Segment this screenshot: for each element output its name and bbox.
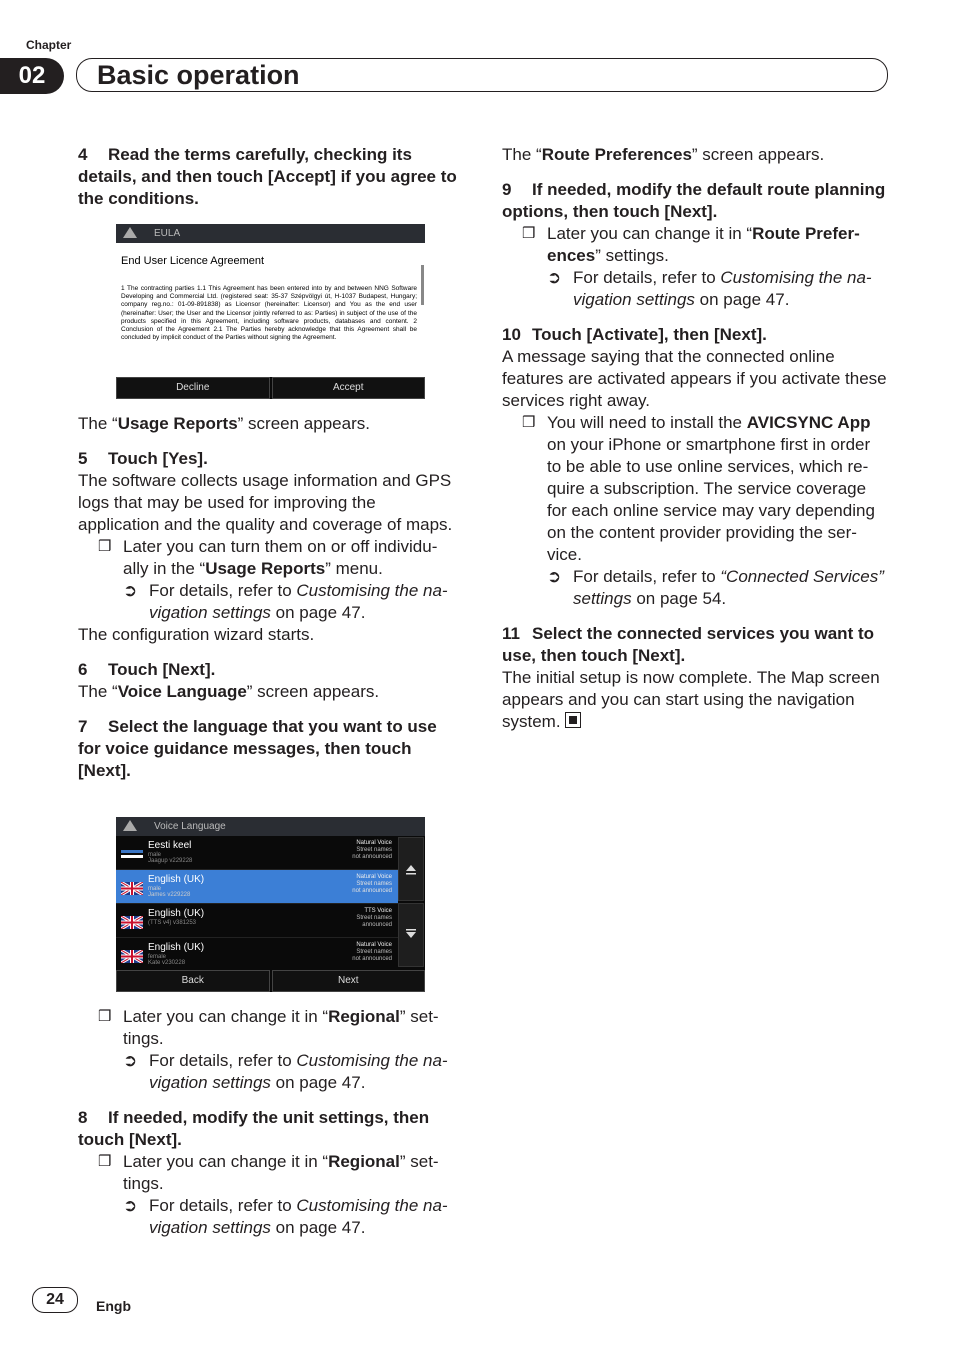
voice-name: Eesti keel xyxy=(148,840,192,851)
bold-text: Regional xyxy=(328,1152,400,1171)
chapter-number: 02 xyxy=(0,58,64,94)
voice-type xyxy=(352,840,392,861)
voice-language-line xyxy=(78,681,463,703)
step-text: Read the terms carefully, checking its details, and then touch [Accept] if you agree to the conditions. xyxy=(78,145,457,208)
bold-text: AVICSYNC App xyxy=(746,413,871,432)
step-text: Touch [Activate], then [Next]. xyxy=(532,325,767,344)
right-column xyxy=(502,144,887,733)
title-bar xyxy=(116,817,425,836)
text: ” set- tings. xyxy=(123,1152,439,1193)
voice-details xyxy=(148,920,196,926)
arrow-down-icon xyxy=(404,904,418,966)
left-column xyxy=(78,144,463,210)
street-names-label: Street names xyxy=(356,881,392,887)
step-8 xyxy=(78,1107,463,1151)
text: Later you can change it in “ xyxy=(123,1007,329,1026)
voice-gender: female xyxy=(148,954,167,960)
end-mark-icon xyxy=(565,712,581,728)
step-number: 4 xyxy=(78,145,88,164)
step-8-reference xyxy=(78,1195,463,1239)
voice-language-screenshot xyxy=(116,817,425,992)
voice-type xyxy=(352,942,392,963)
voice-name: English (UK) xyxy=(148,942,205,953)
step-5-reference xyxy=(78,580,463,624)
route-preferences-line xyxy=(502,144,887,166)
voice-list-item-selected[interactable] xyxy=(116,870,398,904)
checkbox-bullet-icon: ❒ xyxy=(98,1153,112,1170)
text: The “ xyxy=(78,414,118,433)
checkbox-bullet-icon: ❒ xyxy=(522,225,536,242)
bold-text: Route Prefer- ences xyxy=(547,224,860,265)
voice-type xyxy=(356,908,392,929)
arrow-up-icon xyxy=(404,838,418,900)
page-number: 24 xyxy=(32,1287,78,1313)
step-7-note xyxy=(78,1006,463,1050)
announce-status: announced xyxy=(362,922,392,928)
announce-status: not announced xyxy=(352,956,392,962)
step-number: 7 xyxy=(78,717,88,736)
eula-text: 1 The contracting parties 1.1 This Agreement has been entered into by and between NNG Software Developing and Commercial Ltd. (registered seat: 35-37 Szépvölgyi út, H-1037 Budapest, Hungary; company reg.no.: 01-09-891838) as Licensor (hereinafter: Licensor) and You as the end user (hereinafter: User; the User and the Licensor jointly referred to as: Parties) in subject of the use of the products specified in this Agreement, including software products, databases and content. 2 Conclusion of the Agreement 2.1 The Parties hereby acknowledge that this Agreement shall be concluded by implicit conduct of the Parties without signing the Agreement. xyxy=(121,285,417,342)
checkbox-bullet-icon: ❒ xyxy=(98,538,112,555)
scroll-up-button[interactable] xyxy=(398,837,424,901)
step-5-note xyxy=(78,536,463,580)
step-number: 11 xyxy=(502,624,520,643)
step-number: 5 xyxy=(78,449,88,468)
step-5 xyxy=(78,448,463,470)
step-9 xyxy=(502,179,887,223)
text: on page 47. xyxy=(270,1073,366,1092)
title-bar xyxy=(116,224,425,243)
step-6 xyxy=(78,659,463,681)
step-text: Select the connected services you want to use, then touch [Next]. xyxy=(502,624,875,665)
text: on page 54. xyxy=(631,589,727,608)
arrow-reference-icon: ➲ xyxy=(547,567,562,586)
voice-details xyxy=(148,954,185,966)
street-names-label: Street names xyxy=(356,847,392,853)
button-row xyxy=(116,377,425,399)
reference-link: Customising the na- vigation settings xyxy=(573,268,872,309)
text: For details, refer to xyxy=(149,1196,297,1215)
accept-button[interactable]: Accept xyxy=(272,377,426,399)
screen-title: EULA xyxy=(154,228,181,239)
voice-list-item[interactable] xyxy=(116,836,398,870)
chapter-title: Basic operation xyxy=(97,60,300,90)
text: Later you can change it in “ xyxy=(547,224,753,243)
step-4 xyxy=(78,144,463,210)
screen-title: Voice Language xyxy=(154,821,226,832)
text: Later you can turn them on or off individu- ally in the “ xyxy=(123,537,438,578)
voice-name: English (UK) xyxy=(148,908,205,919)
next-button[interactable]: Next xyxy=(272,970,426,992)
button-row xyxy=(116,970,425,992)
voice-version: Kate v230228 xyxy=(148,960,186,966)
voice-type xyxy=(352,874,392,895)
back-button[interactable]: Back xyxy=(116,970,270,992)
eula-content xyxy=(116,243,425,378)
text: For details, refer to xyxy=(573,567,721,586)
step-5-body: The software collects usage information and GPS logs that may be used for improving the application and the quality and coverage of maps. xyxy=(78,471,453,534)
step-10-body: A message saying that the connected online features are activated appears if you activate these services right away. xyxy=(502,347,887,410)
step-10-note xyxy=(502,412,887,566)
voice-gender: male xyxy=(148,852,162,858)
eula-screenshot xyxy=(116,224,425,399)
arrow-reference-icon: ➲ xyxy=(547,268,562,287)
text: Later you can change it in “ xyxy=(123,1152,329,1171)
bold-text: Usage Reports xyxy=(117,414,238,433)
text: The initial setup is now complete. The Map screen appears and you can start using the navigation system. xyxy=(502,668,880,731)
left-column-cont xyxy=(78,413,463,782)
step-text: If needed, modify the default route planning options, then touch [Next]. xyxy=(502,180,886,221)
voice-version: Jaagup v229228 xyxy=(148,858,193,864)
voice-gender: male xyxy=(148,886,162,892)
text: The “ xyxy=(78,682,118,701)
text: ” menu. xyxy=(325,559,383,578)
checkbox-bullet-icon: ❒ xyxy=(522,414,536,431)
step-text: Touch [Yes]. xyxy=(108,449,208,468)
step-number: 9 xyxy=(502,180,512,199)
uk-flag-icon xyxy=(121,916,143,929)
street-names-label: Street names xyxy=(356,915,392,921)
reference-link: “Connected Services” settings xyxy=(573,567,884,608)
bold-text: Usage Reports xyxy=(205,559,326,578)
voice-name: English (UK) xyxy=(148,874,205,885)
text: The “ xyxy=(502,145,542,164)
reference-link: Customising the na- vigation settings xyxy=(149,1196,448,1237)
step-text: If needed, modify the unit settings, then touch [Next]. xyxy=(78,1108,430,1149)
text: on your iPhone or smartphone first in order to be able to use online services, which re- quire a subscription. The service coverage for each online service may vary depending on the content provider providing the ser- vice. xyxy=(547,435,875,564)
uk-flag-icon xyxy=(121,882,143,895)
text: For details, refer to xyxy=(149,581,297,600)
voice-type-label: Natural Voice xyxy=(356,874,392,880)
eula-heading: End User Licence Agreement xyxy=(121,255,265,267)
scroll-down-button[interactable] xyxy=(398,903,424,967)
voice-details xyxy=(148,886,190,898)
checkbox-bullet-icon: ❒ xyxy=(98,1008,112,1025)
voice-details xyxy=(148,852,192,864)
voice-list-item[interactable] xyxy=(116,938,398,972)
step-9-reference xyxy=(502,267,887,311)
decline-button[interactable]: Decline xyxy=(116,377,270,399)
text: ” screen appears. xyxy=(237,414,370,433)
voice-type-label: Natural Voice xyxy=(356,942,392,948)
step-number: 8 xyxy=(78,1108,88,1127)
step-text: Select the language that you want to use for voice guidance messages, then touch [Next]. xyxy=(78,717,437,780)
step-9-note xyxy=(502,223,887,267)
chapter-label: Chapter xyxy=(26,38,72,52)
step-text: Touch [Next]. xyxy=(108,660,216,679)
page-language: Engb xyxy=(96,1298,131,1314)
announce-status: not announced xyxy=(352,854,392,860)
step-7-reference xyxy=(78,1050,463,1094)
config-wizard-line: The configuration wizard starts. xyxy=(78,625,315,644)
bold-text: Voice Language xyxy=(117,682,247,701)
chapter-title-box xyxy=(76,58,888,92)
voice-type-label: TTS Voice xyxy=(364,908,392,914)
voice-version: James v229228 xyxy=(148,892,191,898)
voice-version: (TTS v4) v381253 xyxy=(148,920,197,926)
text: ” settings. xyxy=(595,246,669,265)
step-number: 6 xyxy=(78,660,88,679)
arrow-reference-icon: ➲ xyxy=(123,1051,138,1070)
usage-reports-line xyxy=(78,413,463,435)
navigation-logo-icon xyxy=(123,820,137,831)
voice-list-item[interactable] xyxy=(116,904,398,938)
scrollbar[interactable] xyxy=(421,265,424,305)
text: You will need to install the xyxy=(547,413,747,432)
text: on page 47. xyxy=(694,290,790,309)
text: ” screen appears. xyxy=(691,145,825,164)
text: For details, refer to xyxy=(149,1051,297,1070)
text: For details, refer to xyxy=(573,268,721,287)
navigation-logo-icon xyxy=(123,227,137,238)
arrow-reference-icon: ➲ xyxy=(123,1196,138,1215)
reference-link: Customising the na- vigation settings xyxy=(149,581,448,622)
text: ” set- tings. xyxy=(123,1007,439,1048)
step-11 xyxy=(502,623,887,667)
text: on page 47. xyxy=(270,1218,366,1237)
bold-text: Route Preferences xyxy=(541,145,692,164)
voice-type-label: Natural Voice xyxy=(356,840,392,846)
reference-link: Customising the na- vigation settings xyxy=(149,1051,448,1092)
street-names-label: Street names xyxy=(356,949,392,955)
step-8-note xyxy=(78,1151,463,1195)
step-7 xyxy=(78,716,463,782)
left-column-bottom xyxy=(78,1006,463,1239)
text: ” screen appears. xyxy=(246,682,380,701)
step-number: 10 xyxy=(502,325,521,344)
step-10 xyxy=(502,324,887,346)
uk-flag-icon xyxy=(121,950,143,963)
announce-status: not announced xyxy=(352,888,392,894)
bold-text: Regional xyxy=(328,1007,400,1026)
step-10-reference xyxy=(502,566,887,610)
arrow-reference-icon: ➲ xyxy=(123,581,138,600)
step-11-body xyxy=(502,667,887,733)
estonia-flag-icon xyxy=(121,848,143,861)
text: on page 47. xyxy=(270,603,366,622)
